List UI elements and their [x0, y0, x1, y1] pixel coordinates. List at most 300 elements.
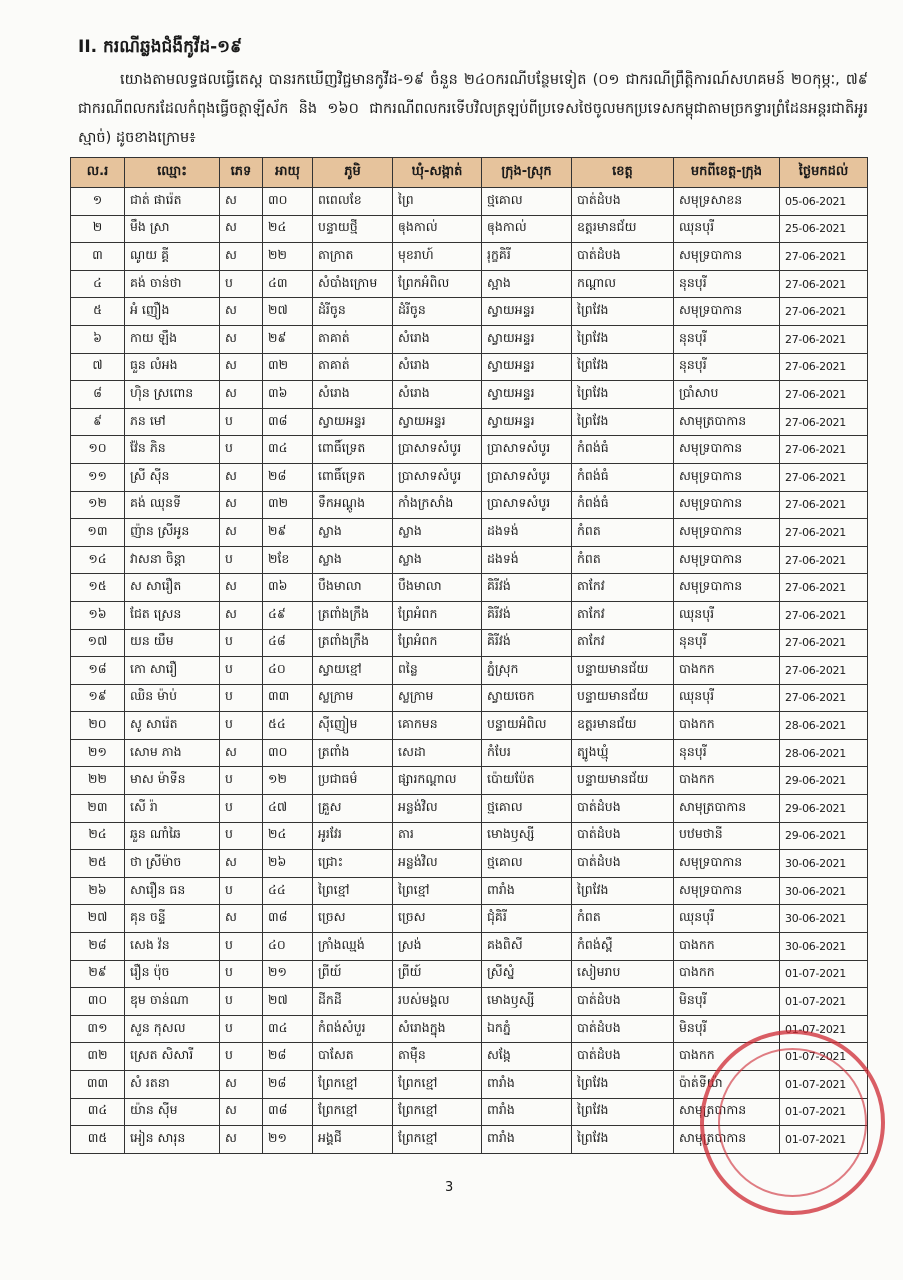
table-cell: សមុទ្របាកាន — [674, 546, 780, 574]
table-row — [71, 905, 868, 933]
table-cell: ពោធិ៍ទ្រេត — [313, 436, 393, 464]
table-cell: ៣៦ — [263, 381, 313, 409]
table-cell: ជ្រោះ — [313, 850, 393, 878]
table-cell: 27-06-2021 — [780, 436, 868, 464]
table-cell: ដងទង់ — [482, 519, 572, 547]
table-cell: មោងឫស្សី — [482, 822, 572, 850]
table-row — [71, 270, 868, 298]
table-cell: 05-06-2021 — [780, 188, 868, 216]
table-cell: ហ៊ិន ស្រពោន — [125, 381, 220, 409]
table-cell: ព្រៃវែង — [572, 298, 674, 326]
table-cell: ឯកភ្នំ — [482, 1015, 572, 1043]
table-cell: ២ — [71, 215, 125, 243]
table-cell: ពារាំង — [482, 1098, 572, 1126]
table-cell: ៤៤ — [263, 877, 313, 905]
column-header: មកពីខេត្ត-ក្រុង — [674, 158, 780, 188]
table-cell: ២៨ — [263, 1043, 313, 1071]
table-cell: ១៨ — [71, 657, 125, 685]
table-cell: ៨ — [71, 381, 125, 409]
table-cell: ៣២ — [263, 353, 313, 381]
table-cell: ដីកដី — [313, 988, 393, 1016]
table-cell: ប — [220, 436, 263, 464]
table-cell: បឹងមាលា — [393, 574, 482, 602]
table-cell: គង់ ចាន់ថា — [125, 270, 220, 298]
table-cell: ស្វាយខ្មៅ — [313, 657, 393, 685]
table-row — [71, 795, 868, 823]
table-cell: 01-07-2021 — [780, 1071, 868, 1099]
table-cell: ប្រាំសាប — [674, 381, 780, 409]
table-cell: បន្ទាយមានជ័យ — [572, 684, 674, 712]
table-cell: កំពង់ធំ — [572, 463, 674, 491]
table-cell: ព្រីយ៍ — [393, 960, 482, 988]
table-cell: ត្រពាំង — [313, 739, 393, 767]
table-cell: ១០ — [71, 436, 125, 464]
table-cell: សមុទ្របាកាន — [674, 463, 780, 491]
official-seal — [700, 1030, 885, 1215]
table-cell: មិនបុរី — [674, 1015, 780, 1043]
table-cell: 27-06-2021 — [780, 270, 868, 298]
table-cell: ២៧ — [263, 298, 313, 326]
table-cell: ស្អាង — [482, 270, 572, 298]
table-cell: ៣១ — [71, 1015, 125, 1043]
table-cell: សៀមរាប — [572, 960, 674, 988]
table-cell: 27-06-2021 — [780, 463, 868, 491]
table-cell: សមុទ្របាកាន — [674, 243, 780, 271]
table-cell: ស្វាយអន្ទរ — [393, 408, 482, 436]
table-cell: ពោធិ៍ទ្រេត — [313, 463, 393, 491]
table-cell: តាកែវ — [572, 601, 674, 629]
table-row — [71, 381, 868, 409]
table-cell: ណូយ គ្គី — [125, 243, 220, 271]
table-cell: ៣៥ — [71, 1126, 125, 1154]
column-header: ភូមិ — [313, 158, 393, 188]
table-cell: 27-06-2021 — [780, 381, 868, 409]
table-cell: ស្លក្រាម — [393, 684, 482, 712]
table-cell: ៣៨ — [263, 408, 313, 436]
table-cell: ៣៤ — [71, 1098, 125, 1126]
table-cell: ១២ — [71, 491, 125, 519]
table-cell: ២៧ — [263, 988, 313, 1016]
table-cell: ៦ — [71, 325, 125, 353]
table-row — [71, 629, 868, 657]
table-cell: ភ្នំស្រុក — [482, 657, 572, 685]
table-cell: ឲុងកាល់ — [393, 215, 482, 243]
table-cell: ឆួន ណាំឆៃ — [125, 822, 220, 850]
table-cell: ២៨ — [71, 933, 125, 961]
table-cell: កាំងក្រសាំង — [393, 491, 482, 519]
table-cell: ២៤ — [71, 822, 125, 850]
table-cell: ៣០ — [263, 739, 313, 767]
table-cell: ព្រៃខ្មៅ — [313, 877, 393, 905]
table-cell: គិរីវង់ — [482, 574, 572, 602]
table-cell: ឧត្តរមានជ័យ — [572, 215, 674, 243]
table-cell: បាត់ដំបង — [572, 795, 674, 823]
table-cell: ប — [220, 1015, 263, 1043]
table-cell: ៤៩ — [263, 601, 313, 629]
table-cell: ៣២ — [263, 491, 313, 519]
table-cell: ព្រៃវែង — [572, 408, 674, 436]
table-cell: ច្រេស — [393, 905, 482, 933]
table-cell: អន្លង់វិល — [393, 795, 482, 823]
table-cell: នុនបុរី — [674, 325, 780, 353]
table-cell: ស — [220, 519, 263, 547]
table-cell: ១១ — [71, 463, 125, 491]
table-cell: អន្លង់វិល — [393, 850, 482, 878]
table-cell: ពារាំង — [482, 877, 572, 905]
table-cell: នុនបុរី — [674, 270, 780, 298]
table-cell: ថ្មគោល — [482, 795, 572, 823]
table-row — [71, 574, 868, 602]
table-cell: ២១ — [71, 739, 125, 767]
table-cell: បាងកក — [674, 933, 780, 961]
table-cell: បាងកក — [674, 1043, 780, 1071]
table-row — [71, 739, 868, 767]
table-cell: ស្វាយអន្ទរ — [482, 408, 572, 436]
table-row — [71, 712, 868, 740]
table-cell: 01-07-2021 — [780, 1098, 868, 1126]
table-cell: 27-06-2021 — [780, 657, 868, 685]
intro-paragraph: យោងតាមលទ្ធផលធ្វើតេស្ត បានរកឃើញវិជ្ជមានកូវីដ-១៩ ចំនួន ២៤០ករណីបន្ថែមទៀត (០១ ជាករណីព្រឹត្តិការណ៍សហគមន៍ ២០កុម្ភៈ, ៧៩ ជាករណីពលករដែលកំពុងធ្វើចត្តាឡីស័ក និង ១៦០ ជាករណីពលករទើបវិលត្រឡប់ពីប្រទេសថៃចូលមកប្រទេសកម្ពុជាតាមច្រកទ្វារព្រំដែនអន្តរជាតិអូរស្មាច់) ដូចខាងក្រោម៖ — [78, 72, 868, 146]
table-cell: ១៣ — [71, 519, 125, 547]
table-cell: ទឹកអណ្ដូង — [313, 491, 393, 519]
table-cell: កំពង់ធំ — [572, 436, 674, 464]
table-cell: ៤៨ — [263, 629, 313, 657]
table-cell: 01-07-2021 — [780, 1015, 868, 1043]
table-cell: សំរោង — [393, 353, 482, 381]
table-cell: ជុំគិរី — [482, 905, 572, 933]
table-cell: 27-06-2021 — [780, 684, 868, 712]
table-cell: ២៩ — [263, 519, 313, 547]
table-cell: ២ខែ — [263, 546, 313, 574]
table-cell: 27-06-2021 — [780, 298, 868, 326]
table-cell: ៥៤ — [263, 712, 313, 740]
table-cell: សមុទ្របាកាន — [674, 574, 780, 602]
table-cell: 27-06-2021 — [780, 243, 868, 271]
table-row — [71, 657, 868, 685]
table-cell: ប្រាសាទសំបូរ — [482, 491, 572, 519]
table-cell: 30-06-2021 — [780, 877, 868, 905]
table-cell: 30-06-2021 — [780, 850, 868, 878]
table-cell: ៣២ — [71, 1043, 125, 1071]
table-cell: ពារាំង — [482, 1126, 572, 1154]
table-cell: តាគាត់ — [313, 353, 393, 381]
table-cell: ២៧ — [71, 905, 125, 933]
table-cell: ស — [220, 325, 263, 353]
table-cell: ឧត្តរមានជ័យ — [572, 712, 674, 740]
table-cell: ២៤ — [263, 215, 313, 243]
table-cell: ១៤ — [71, 546, 125, 574]
table-cell: ព្រៃវែង — [572, 1071, 674, 1099]
table-cell: ៣៣ — [263, 684, 313, 712]
table-cell: មោងឫស្សី — [482, 988, 572, 1016]
table-cell: ២៩ — [263, 325, 313, 353]
table-cell: កំពត — [572, 905, 674, 933]
table-cell: តាក្រាត — [313, 243, 393, 271]
table-cell: ក្រាំងឈ្មង់ — [313, 933, 393, 961]
table-cell: ត្រពាំងក្រឹង — [313, 601, 393, 629]
table-cell: ស្លាង — [313, 546, 393, 574]
table-cell: សេង វ៉ន — [125, 933, 220, 961]
table-cell: ២២ — [263, 243, 313, 271]
table-cell: នុនបុរី — [674, 353, 780, 381]
table-cell: ស្រេត សិសារី — [125, 1043, 220, 1071]
table-cell: 30-06-2021 — [780, 933, 868, 961]
cases-table — [70, 157, 868, 1154]
table-cell: កំពត — [572, 546, 674, 574]
table-cell: ស — [220, 463, 263, 491]
table-cell: ១៥ — [71, 574, 125, 602]
table-cell: 27-06-2021 — [780, 574, 868, 602]
table-cell: 27-06-2021 — [780, 408, 868, 436]
table-cell: ឈុនបុរី — [674, 601, 780, 629]
table-row — [71, 298, 868, 326]
table-cell: បាងកក — [674, 712, 780, 740]
table-row — [71, 408, 868, 436]
table-cell: បាងកក — [674, 767, 780, 795]
table-cell: ស្រី ស៊ីន — [125, 463, 220, 491]
table-cell: សមុទ្រសាខន — [674, 188, 780, 216]
table-row — [71, 850, 868, 878]
table-cell: 01-07-2021 — [780, 960, 868, 988]
table-cell: អង្គជី — [313, 1126, 393, 1154]
table-cell: ២៦ — [71, 877, 125, 905]
table-cell: ឈិន ម៉ាប់ — [125, 684, 220, 712]
table-row — [71, 822, 868, 850]
table-cell: ស — [220, 381, 263, 409]
table-cell: បន្ទាយថ្មី — [313, 215, 393, 243]
table-cell: យន យឹម — [125, 629, 220, 657]
table-cell: ២៣ — [71, 795, 125, 823]
table-cell: តាគាត់ — [313, 325, 393, 353]
table-cell: ស — [220, 215, 263, 243]
table-cell: 27-06-2021 — [780, 629, 868, 657]
table-cell: ព្រៃវែង — [572, 1098, 674, 1126]
table-row — [71, 988, 868, 1016]
table-cell: ពពេលខែ — [313, 188, 393, 216]
table-cell: នុនបុរី — [674, 629, 780, 657]
table-cell: សោម ភាង — [125, 739, 220, 767]
column-header: អាយុ — [263, 158, 313, 188]
column-header: ក្រុង-ស្រុក — [482, 158, 572, 188]
table-cell: ស — [220, 905, 263, 933]
table-cell: ប្រាសាទសំបូរ — [393, 436, 482, 464]
table-header-row — [71, 158, 868, 188]
column-header: ខេត្ត — [572, 158, 674, 188]
table-cell: សមុទ្របាកាន — [674, 436, 780, 464]
table-cell: ស — [220, 601, 263, 629]
table-cell: បាសែត — [313, 1043, 393, 1071]
table-row — [71, 684, 868, 712]
table-cell: នុនបុរី — [674, 739, 780, 767]
table-cell: ស — [220, 353, 263, 381]
table-cell: ២០ — [71, 712, 125, 740]
table-cell: វ៉ែន ភិន — [125, 436, 220, 464]
table-cell: ប — [220, 877, 263, 905]
table-cell: ២១ — [263, 960, 313, 988]
table-cell: ព្រែកអំពិល — [393, 270, 482, 298]
table-cell: ៥ — [71, 298, 125, 326]
table-cell: ប្រជាធម៌ — [313, 767, 393, 795]
table-cell: គ្រួស — [313, 795, 393, 823]
table-row — [71, 491, 868, 519]
table-cell: ៤ — [71, 270, 125, 298]
table-cell: ធួន លំអង — [125, 353, 220, 381]
table-row — [71, 463, 868, 491]
table-cell: កំពង់ធំ — [572, 491, 674, 519]
table-cell: ឲុងកាល់ — [482, 215, 572, 243]
table-cell: កាយ ឡឹង — [125, 325, 220, 353]
table-cell: សមុទ្របាកាន — [674, 850, 780, 878]
table-cell: ប — [220, 629, 263, 657]
table-cell: ដំរីចូន — [393, 298, 482, 326]
table-cell: បាងកក — [674, 657, 780, 685]
table-cell: ញ៉ាន ស្រីអូន — [125, 519, 220, 547]
table-cell: ភន មៅ — [125, 408, 220, 436]
table-cell: ឈុនបុរី — [674, 684, 780, 712]
table-cell: ប — [220, 270, 263, 298]
table-cell: អូរវែរ — [313, 822, 393, 850]
table-row — [71, 767, 868, 795]
table-row — [71, 188, 868, 216]
table-cell: ស្វាយអន្ទរ — [482, 298, 572, 326]
table-cell: ស្វាយអន្ទរ — [482, 381, 572, 409]
column-header: ល.រ — [71, 158, 125, 188]
table-cell: ៣៨ — [263, 1098, 313, 1126]
table-cell: ៣៣ — [71, 1071, 125, 1099]
table-cell: ៣០ — [263, 188, 313, 216]
table-cell: ព្រែអំពក — [393, 629, 482, 657]
table-cell: 27-06-2021 — [780, 546, 868, 574]
table-row — [71, 325, 868, 353]
table-cell: ស្វាយចេក — [482, 684, 572, 712]
table-cell: ២៥ — [71, 850, 125, 878]
table-cell: 27-06-2021 — [780, 601, 868, 629]
table-cell: កំពត — [572, 519, 674, 547]
table-cell: ស្លាង — [393, 519, 482, 547]
table-cell: ស្លក្រាម — [313, 684, 393, 712]
table-cell: ស្លាង — [393, 546, 482, 574]
table-cell: ១៦ — [71, 601, 125, 629]
table-cell: ស — [220, 850, 263, 878]
table-cell: 28-06-2021 — [780, 712, 868, 740]
table-cell: សមុទ្របាកាន — [674, 877, 780, 905]
table-cell: សាមុត្របាកាន — [674, 795, 780, 823]
table-cell: ៣ — [71, 243, 125, 271]
table-cell: 01-07-2021 — [780, 1043, 868, 1071]
table-cell: ៩ — [71, 408, 125, 436]
table-cell: កោ សារឿ — [125, 657, 220, 685]
table-cell: អំ ញឿង — [125, 298, 220, 326]
table-cell: បឋមថានី — [674, 822, 780, 850]
table-cell: 25-06-2021 — [780, 215, 868, 243]
table-cell: បាត់ដំបង — [572, 850, 674, 878]
table-cell: រុក្ខគិរី — [482, 243, 572, 271]
table-cell: 28-06-2021 — [780, 739, 868, 767]
table-cell: ស — [220, 739, 263, 767]
table-cell: សមុទ្របាកាន — [674, 519, 780, 547]
column-header: ភេទ — [220, 158, 263, 188]
table-cell: យ៉ាន ស៊ីម — [125, 1098, 220, 1126]
table-cell: សួន កុសល — [125, 1015, 220, 1043]
table-cell: សាមុត្របាកាន — [674, 1126, 780, 1154]
table-cell: កំពង់ស្ពឺ — [572, 933, 674, 961]
table-cell: សំរោងក្នុង — [393, 1015, 482, 1043]
table-cell: ត្បូងឃ្មុំ — [572, 739, 674, 767]
table-cell: ៣៤ — [263, 1015, 313, 1043]
table-cell: ឌុម ចាន់ណា — [125, 988, 220, 1016]
table-cell: ព្រៃវែង — [572, 325, 674, 353]
table-row — [71, 353, 868, 381]
table-cell: ព្រៃ — [393, 188, 482, 216]
table-cell: បាត់ដំបង — [572, 243, 674, 271]
table-cell: ប — [220, 657, 263, 685]
table-cell: ២២ — [71, 767, 125, 795]
table-cell: បាត់ដំបង — [572, 988, 674, 1016]
table-cell: រឿន ប៉ុច — [125, 960, 220, 988]
column-header: ថ្ងៃមកដល់ — [780, 158, 868, 188]
column-header: ឈ្មោះ — [125, 158, 220, 188]
table-cell: ស្រង់ — [393, 933, 482, 961]
table-cell: ជាត់ ផារ៉េត — [125, 188, 220, 216]
table-cell: ព្រែកខ្មៅ — [393, 1126, 482, 1154]
table-cell: ស — [220, 1126, 263, 1154]
table-cell: ស — [220, 491, 263, 519]
table-cell: គង់ ឈុនទី — [125, 491, 220, 519]
table-cell: បឹងមាលា — [313, 574, 393, 602]
table-cell: មុខរាហ៍ — [393, 243, 482, 271]
table-cell: ថ្មគោល — [482, 850, 572, 878]
table-cell: ស — [220, 574, 263, 602]
table-cell: ស្វាយអន្ទរ — [482, 325, 572, 353]
table-cell: 29-06-2021 — [780, 795, 868, 823]
table-cell: ព្រៃវែង — [572, 1126, 674, 1154]
table-cell: បន្ទាយអំពិល — [482, 712, 572, 740]
table-cell: 27-06-2021 — [780, 353, 868, 381]
table-cell: ឈុនបុរី — [674, 215, 780, 243]
table-cell: កំពង់សំបួរ — [313, 1015, 393, 1043]
table-cell: ព្រែកខ្មៅ — [313, 1071, 393, 1099]
table-cell: សំរោង — [393, 325, 482, 353]
table-cell: ២១ — [263, 1126, 313, 1154]
table-cell: ព្រៃវែង — [572, 877, 674, 905]
table-cell: ៧ — [71, 353, 125, 381]
table-cell: ស្រីស្នំ — [482, 960, 572, 988]
table-cell: ប — [220, 795, 263, 823]
table-cell: មាស ម៉ាទីន — [125, 767, 220, 795]
table-cell: ២៤ — [263, 822, 313, 850]
table-cell: ប — [220, 712, 263, 740]
table-cell: តារ — [393, 822, 482, 850]
table-cell: ស — [220, 243, 263, 271]
table-cell: ស — [220, 188, 263, 216]
table-cell: ជែត ស្រេន — [125, 601, 220, 629]
table-cell: របស់មង្គល — [393, 988, 482, 1016]
table-cell: ប — [220, 960, 263, 988]
table-cell: ប្រាសាទសំបូរ — [393, 463, 482, 491]
table-cell: ព្រែកខ្មៅ — [393, 1098, 482, 1126]
table-row — [71, 960, 868, 988]
table-row — [71, 933, 868, 961]
table-cell: ផ្សារកណ្ដាល — [393, 767, 482, 795]
table-cell: សាមុត្របាកាន — [674, 1098, 780, 1126]
table-cell: ស — [220, 1098, 263, 1126]
table-cell: ស្វាយអន្ទរ — [482, 353, 572, 381]
table-cell: បន្ទាយមានជ័យ — [572, 657, 674, 685]
table-cell: 27-06-2021 — [780, 491, 868, 519]
table-cell: ១ — [71, 188, 125, 216]
table-cell: សើ រ៉ា — [125, 795, 220, 823]
table-cell: បាងកក — [674, 960, 780, 988]
